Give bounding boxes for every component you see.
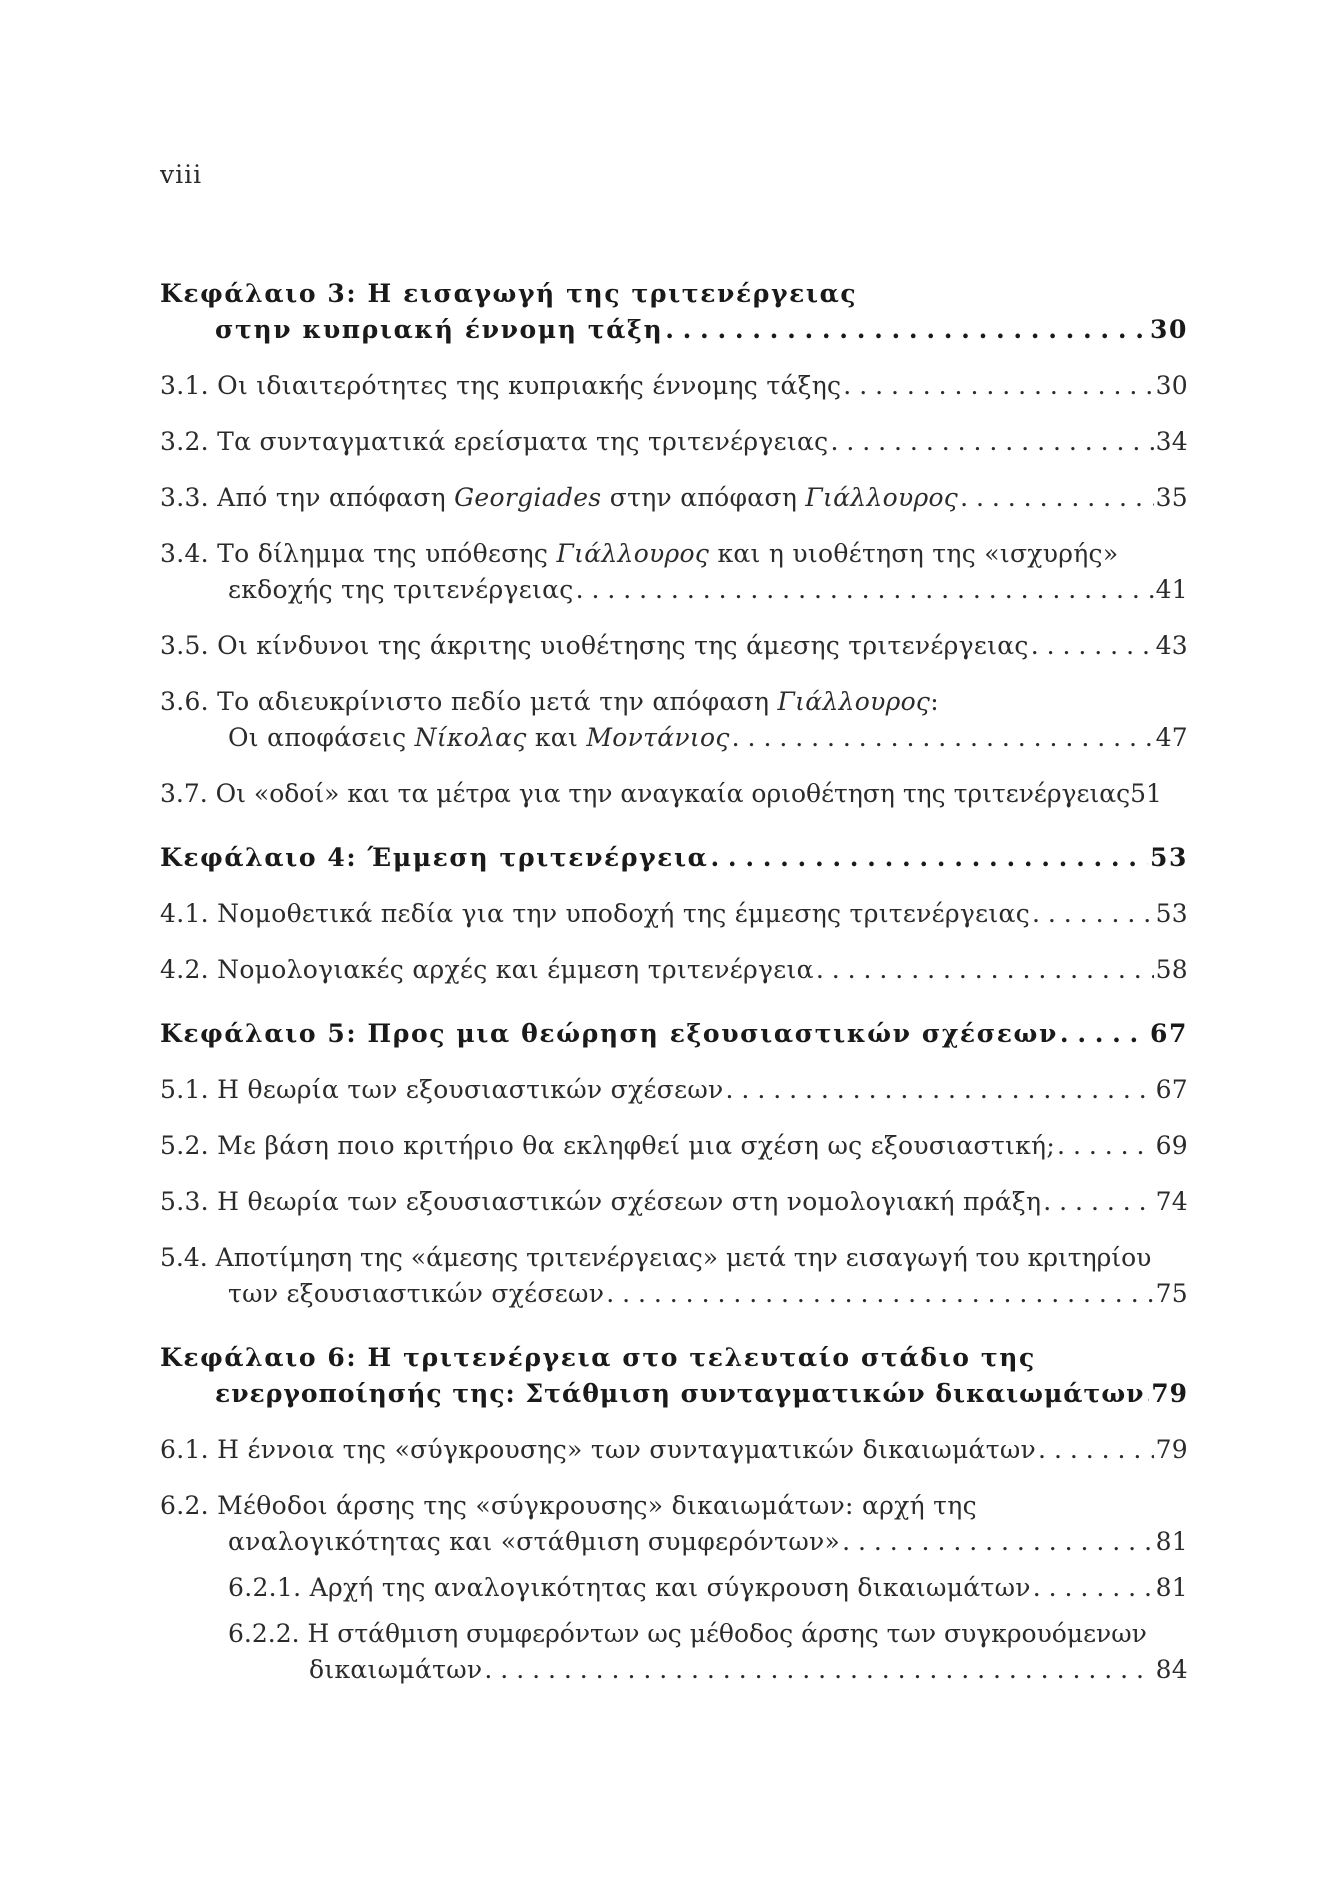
case-name: Γιάλλουρος	[805, 483, 959, 512]
entry-title: δικαιωμάτων	[309, 1655, 483, 1684]
entry-title-part: 3.4. Το δίλημμα της υπόθεσης	[160, 539, 557, 568]
page-ref: 79	[1151, 1379, 1188, 1408]
dot-leader	[665, 312, 1148, 348]
chapter-title-text: στην κυπριακή έννομη τάξη	[215, 315, 664, 344]
dot-leader	[1057, 1128, 1154, 1164]
entry-title-line2	[160, 1652, 1188, 1688]
dot-leader	[606, 1276, 1153, 1312]
toc-entry-5-1	[160, 1072, 1188, 1108]
entry-title-part: 3.3. Από την απόφαση	[160, 483, 455, 512]
page-ref: 53	[1155, 899, 1188, 928]
chapter-title-text: Κεφάλαιο 5: Προς μια θεώρηση εξουσιαστικών σχέσεων	[160, 1019, 1058, 1048]
dot-leader	[711, 840, 1148, 876]
entry-title: 6.1. Η έννοια της «σύγκρουσης» των συνταγματικών δικαιωμάτων	[160, 1435, 1037, 1464]
entry-title: 4.1. Νομοθετικά πεδία για την υποδοχή της έμμεσης τριτενέργειας	[160, 899, 1030, 928]
chapter-title-line2	[160, 312, 1188, 348]
chapter-title-text: Κεφάλαιο 4: Έμμεση τριτενέργεια	[160, 843, 709, 872]
page-ref: 35	[1155, 483, 1188, 512]
chapter-title-line1: Κεφάλαιο 3: Η εισαγωγή της τριτενέργειας	[160, 279, 858, 308]
toc-entry-6-2	[160, 1488, 1188, 1560]
chapter-title-line1: Κεφάλαιο 6: Η τριτενέργεια στο τελευταίο στάδιο της	[160, 1343, 1036, 1372]
toc-chapter-3	[160, 276, 1188, 348]
dot-leader	[1060, 1016, 1148, 1052]
dot-leader	[732, 720, 1154, 756]
case-name: Νίκολας	[414, 723, 527, 752]
entry-title-line2	[160, 572, 1188, 608]
entry-title	[228, 720, 730, 756]
page-ref: 81	[1155, 1573, 1188, 1602]
entry-title: 3.1. Οι ιδιαιτερότητες της κυπριακής έννομης τάξης	[160, 371, 842, 400]
entry-title: των εξουσιαστικών σχέσεων	[228, 1279, 605, 1308]
toc-entry-3-4	[160, 536, 1188, 608]
page-ref: 74	[1155, 1187, 1188, 1216]
entry-title: 5.2. Με βάση ποιο κριτήριο θα εκληφθεί μια σχέση ως εξουσιαστική;	[160, 1131, 1056, 1160]
toc-entry-3-2	[160, 424, 1188, 460]
toc-entry-4-2	[160, 952, 1188, 988]
entry-title: 3.5. Οι κίνδυνοι της άκριτης υιοθέτησης της άμεσης τριτενέργειας	[160, 631, 1029, 660]
page-ref: 81	[1155, 1527, 1188, 1556]
toc-entry-5-4	[160, 1240, 1188, 1312]
entry-title-line1	[160, 684, 1188, 720]
page-ref: 75	[1155, 1279, 1188, 1308]
entry-title-part: 3.6. Το αδιευκρίνιστο πεδίο μετά την απόφαση	[160, 687, 778, 716]
toc-entry-5-2	[160, 1128, 1188, 1164]
toc-entry-3-5	[160, 628, 1188, 664]
entry-title-line1: 5.4. Αποτίμηση της «άμεσης τριτενέργειας» μετά την εισαγωγή του κριτηρίου	[160, 1243, 1152, 1272]
page-number: viii	[160, 160, 203, 189]
toc-entry-3-7	[160, 776, 1188, 812]
case-name: Μοντάνιος	[586, 723, 730, 752]
dot-leader	[1147, 1376, 1150, 1412]
entry-title: 3.7. Οι «οδοί» και τα μέτρα για την αναγκαία οριοθέτηση της τριτενέργειας	[160, 779, 1131, 808]
dot-leader	[726, 1072, 1154, 1108]
entry-title: εκδοχής της τριτενέργειας	[228, 575, 574, 604]
entry-title: 5.1. Η θεωρία των εξουσιαστικών σχέσεων	[160, 1075, 724, 1104]
toc-entry-3-1	[160, 368, 1188, 404]
page-ref: 51	[1130, 779, 1162, 808]
entry-title: 5.3. Η θεωρία των εξουσιαστικών σχέσεων στη νομολογιακή πράξη	[160, 1187, 1042, 1216]
page-ref: 30	[1155, 371, 1188, 400]
page-ref: 34	[1155, 427, 1188, 456]
toc-chapter-5	[160, 1016, 1188, 1052]
entry-title-line2	[160, 1276, 1188, 1312]
toc-chapter-6	[160, 1340, 1188, 1412]
table-of-contents	[160, 276, 1188, 1688]
entry-title-line2	[160, 720, 1188, 756]
entry-title: 6.2.1. Αρχή της αναλογικότητας και σύγκρουση δικαιωμάτων	[228, 1573, 1031, 1602]
dot-leader	[1033, 1570, 1154, 1606]
case-name: Georgiades	[454, 483, 602, 512]
entry-title-part: Οι αποφάσεις	[228, 723, 415, 752]
toc-entry-6-1	[160, 1432, 1188, 1468]
toc-entry-5-3	[160, 1184, 1188, 1220]
dot-leader	[1032, 896, 1154, 932]
toc-entry-3-3	[160, 480, 1188, 516]
entry-title-part: :	[930, 687, 939, 716]
entry-title: αναλογικότητας και «στάθμιση συμφερόντων»	[228, 1527, 841, 1556]
page-ref: 79	[1155, 1435, 1188, 1464]
dot-leader	[1043, 1184, 1153, 1220]
dot-leader	[843, 368, 1153, 404]
page-ref: 53	[1150, 843, 1188, 872]
entry-title-line1	[160, 536, 1188, 572]
page-ref: 67	[1150, 1019, 1188, 1048]
case-name: Γιάλλουρος	[556, 539, 710, 568]
page-ref: 58	[1155, 955, 1188, 984]
dot-leader	[1031, 628, 1154, 664]
page-ref: 43	[1155, 631, 1188, 660]
dot-leader	[830, 424, 1153, 460]
toc-entry-6-2-1	[160, 1570, 1188, 1606]
page-ref: 67	[1155, 1075, 1188, 1104]
page-ref: 47	[1155, 723, 1188, 752]
dot-leader	[842, 1524, 1153, 1560]
toc-entry-4-1	[160, 896, 1188, 932]
entry-title: 3.2. Τα συνταγματικά ερείσματα της τριτενέργειας	[160, 427, 829, 456]
entry-title-line1: 6.2. Μέθοδοι άρσης της «σύγκρουσης» δικαιωμάτων: αρχή της	[160, 1491, 977, 1520]
chapter-title-text: ενεργοποίησής της: Στάθμιση συνταγματικών δικαιωμάτων	[215, 1379, 1145, 1408]
toc-entry-3-6	[160, 684, 1188, 756]
page-ref: 84	[1155, 1655, 1188, 1684]
page-ref: 69	[1155, 1131, 1188, 1160]
dot-leader	[484, 1652, 1153, 1688]
dot-leader	[960, 480, 1153, 516]
entry-title	[160, 480, 958, 516]
toc-entry-6-2-2	[160, 1616, 1188, 1688]
entry-title-part: στην απόφαση	[601, 483, 806, 512]
page-ref: 30	[1150, 315, 1188, 344]
dot-leader	[576, 572, 1154, 608]
toc-chapter-4	[160, 840, 1188, 876]
dot-leader	[1038, 1432, 1154, 1468]
entry-title: 4.2. Νομολογιακές αρχές και έμμεση τριτενέργεια	[160, 955, 814, 984]
entry-title-line1: 6.2.2. Η στάθμιση συμφερόντων ως μέθοδος άρσης των συγκρουόμενων	[228, 1619, 1147, 1648]
case-name: Γιάλλουρος	[777, 687, 931, 716]
entry-title-part: και η υιοθέτηση της «ισχυρής»	[709, 539, 1119, 568]
chapter-title-line2	[160, 1376, 1188, 1412]
page-ref: 41	[1155, 575, 1188, 604]
dot-leader	[816, 952, 1154, 988]
entry-title-part: και	[526, 723, 587, 752]
entry-title-line2	[160, 1524, 1188, 1560]
